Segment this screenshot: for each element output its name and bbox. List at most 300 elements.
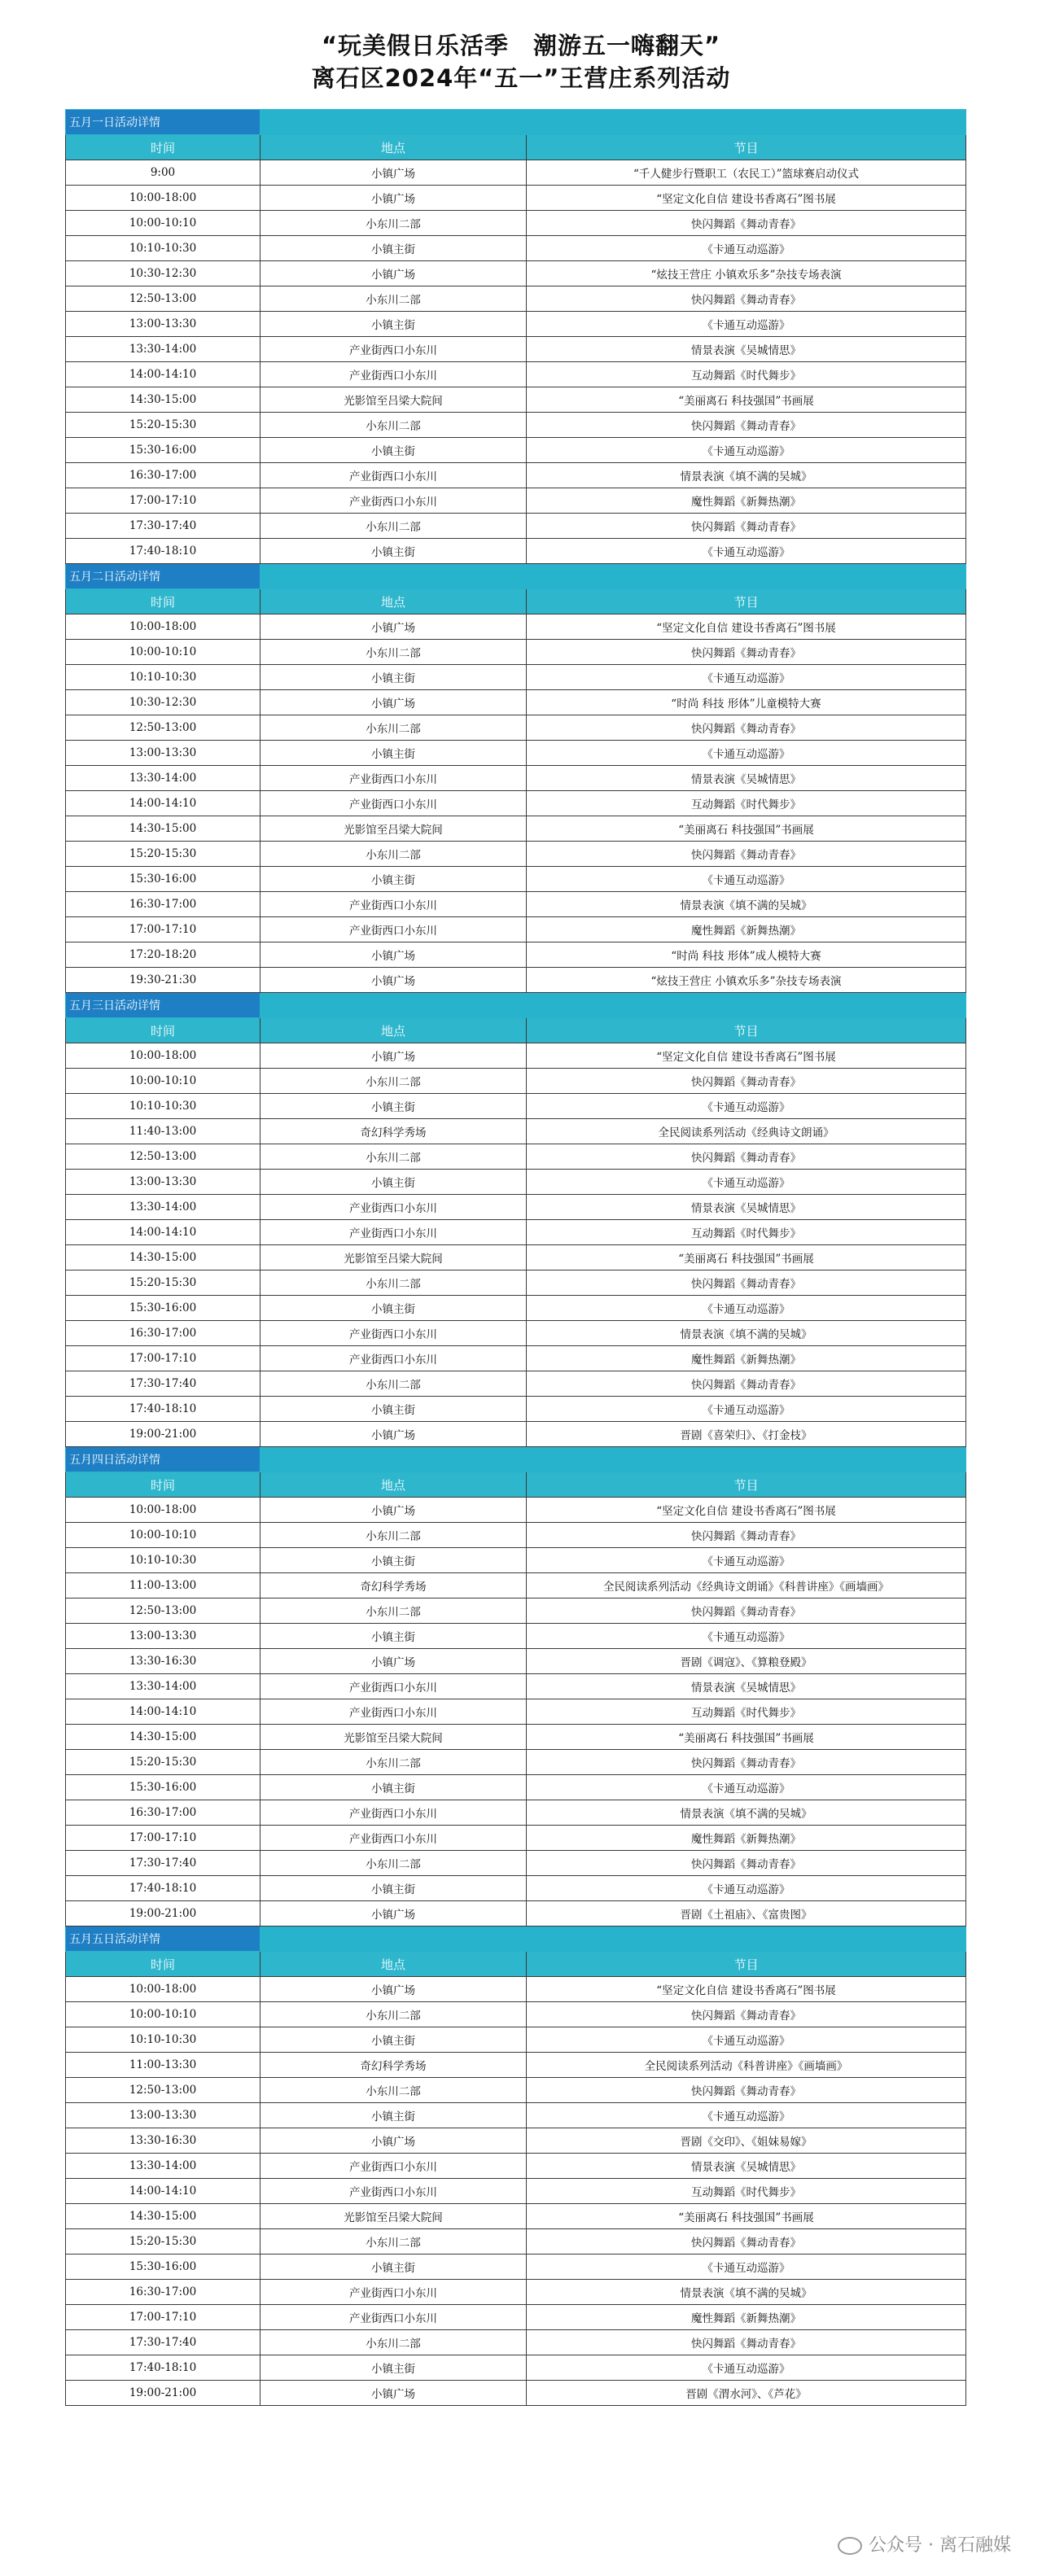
program-cell: “时尚 科技 形体”儿童模特大赛 xyxy=(527,690,966,715)
time-cell: 14:00-14:10 xyxy=(66,1699,260,1725)
table-row xyxy=(66,1699,966,1725)
table-row xyxy=(66,1901,966,1927)
table-row xyxy=(66,211,966,236)
program-cell: 快闪舞蹈《舞动青春》 xyxy=(527,842,966,867)
wechat-icon xyxy=(838,2537,862,2555)
time-cell: 10:10-10:30 xyxy=(66,1548,260,1573)
location-cell: 小东川二部 xyxy=(260,514,527,539)
time-cell: 15:30-16:00 xyxy=(66,1775,260,1800)
time-cell: 17:00-17:10 xyxy=(66,1826,260,1851)
location-cell: 小镇主街 xyxy=(260,2027,527,2053)
time-cell: 14:00-14:10 xyxy=(66,2179,260,2204)
table-row xyxy=(66,2128,966,2154)
time-cell: 10:00-18:00 xyxy=(66,186,260,211)
program-cell: 《卡通互动巡游》 xyxy=(527,867,966,892)
time-cell: 13:30-14:00 xyxy=(66,1195,260,1220)
time-cell: 10:10-10:30 xyxy=(66,2027,260,2053)
program-cell: 情景表演《填不满的吴城》 xyxy=(527,463,966,488)
program-cell: “千人健步行暨职工（农民工）”篮球赛启动仪式 xyxy=(527,160,966,186)
time-cell: 13:00-13:30 xyxy=(66,312,260,337)
day-bar-cell xyxy=(260,993,527,1018)
time-cell: 12:50-13:00 xyxy=(66,1599,260,1624)
table-row xyxy=(66,1775,966,1800)
time-cell: 9:00 xyxy=(66,160,260,186)
program-cell: 《卡通互动巡游》 xyxy=(527,1876,966,1901)
program-cell: 《卡通互动巡游》 xyxy=(527,1397,966,1422)
location-cell: 小东川二部 xyxy=(260,1851,527,1876)
table-row xyxy=(66,1296,966,1321)
location-cell: 小镇主街 xyxy=(260,665,527,690)
time-cell: 13:00-13:30 xyxy=(66,2103,260,2128)
location-cell: 小东川二部 xyxy=(260,413,527,438)
time-cell: 13:00-13:30 xyxy=(66,1624,260,1649)
location-cell: 小镇广场 xyxy=(260,942,527,968)
table-row xyxy=(66,438,966,463)
program-cell: 快闪舞蹈《舞动青春》 xyxy=(527,1851,966,1876)
day-section-header xyxy=(66,110,966,135)
program-cell: 快闪舞蹈《舞动青春》 xyxy=(527,1371,966,1397)
program-cell: 《卡通互动巡游》 xyxy=(527,1548,966,1573)
program-cell: 快闪舞蹈《舞动青春》 xyxy=(527,1069,966,1094)
location-cell: 小东川二部 xyxy=(260,715,527,741)
program-cell: “美丽离石 科技强国”书画展 xyxy=(527,1725,966,1750)
day-bar-cell xyxy=(527,1927,966,1952)
time-cell: 10:00-10:10 xyxy=(66,2002,260,2027)
location-cell: 小镇广场 xyxy=(260,2128,527,2154)
table-row xyxy=(66,816,966,842)
location-cell: 产业街西口小东川 xyxy=(260,337,527,362)
program-cell: 晋剧《调寇》、《算粮登殿》 xyxy=(527,1649,966,1674)
table-row xyxy=(66,1195,966,1220)
time-cell: 16:30-17:00 xyxy=(66,1321,260,1346)
location-cell: 小东川二部 xyxy=(260,2229,527,2255)
program-cell: “时尚 科技 形体”成人模特大赛 xyxy=(527,942,966,968)
time-cell: 12:50-13:00 xyxy=(66,1144,260,1170)
location-cell: 产业街西口小东川 xyxy=(260,2305,527,2330)
program-cell: 互动舞蹈《时代舞步》 xyxy=(527,1699,966,1725)
column-header-row xyxy=(66,1952,966,1977)
program-cell: 快闪舞蹈《舞动青春》 xyxy=(527,640,966,665)
table-row xyxy=(66,2330,966,2355)
column-header-program: 节目 xyxy=(527,1472,966,1498)
column-header-time: 时间 xyxy=(66,589,260,614)
location-cell: 小镇主街 xyxy=(260,312,527,337)
time-cell: 17:00-17:10 xyxy=(66,488,260,514)
location-cell: 产业街西口小东川 xyxy=(260,1195,527,1220)
location-cell: 产业街西口小东川 xyxy=(260,1800,527,1826)
table-row xyxy=(66,362,966,387)
column-header-location: 地点 xyxy=(260,1952,527,1977)
program-cell: 魔性舞蹈《新舞热潮》 xyxy=(527,2305,966,2330)
column-header-location: 地点 xyxy=(260,589,527,614)
table-row xyxy=(66,2103,966,2128)
time-cell: 10:00-10:10 xyxy=(66,211,260,236)
program-cell: 快闪舞蹈《舞动青春》 xyxy=(527,2229,966,2255)
time-cell: 16:30-17:00 xyxy=(66,2280,260,2305)
location-cell: 产业街西口小东川 xyxy=(260,1826,527,1851)
time-cell: 15:20-15:30 xyxy=(66,842,260,867)
column-header-row xyxy=(66,1018,966,1043)
day-bar-cell xyxy=(260,564,527,589)
program-cell: 晋剧《喜荣归》、《打金枝》 xyxy=(527,1422,966,1447)
column-header-time: 时间 xyxy=(66,1018,260,1043)
day-section-header xyxy=(66,1447,966,1472)
time-cell: 10:00-18:00 xyxy=(66,1043,260,1069)
day-bar-cell xyxy=(527,993,966,1018)
table-row xyxy=(66,1876,966,1901)
location-cell: 小东川二部 xyxy=(260,286,527,312)
program-cell: “坚定文化自信 建设书香离石”图书展 xyxy=(527,1977,966,2002)
table-row xyxy=(66,1371,966,1397)
location-cell: 奇幻科学秀场 xyxy=(260,1573,527,1599)
program-cell: 快闪舞蹈《舞动青春》 xyxy=(527,1271,966,1296)
program-cell: 情景表演《吴城情思》 xyxy=(527,2154,966,2179)
location-cell: 小镇主街 xyxy=(260,1397,527,1422)
location-cell: 小镇广场 xyxy=(260,160,527,186)
location-cell: 小镇广场 xyxy=(260,1977,527,2002)
time-cell: 19:30-21:30 xyxy=(66,968,260,993)
location-cell: 小镇广场 xyxy=(260,1901,527,1927)
table-row xyxy=(66,514,966,539)
table-row xyxy=(66,741,966,766)
location-cell: 小东川二部 xyxy=(260,1750,527,1775)
time-cell: 17:40-18:10 xyxy=(66,539,260,564)
program-cell: 《卡通互动巡游》 xyxy=(527,1775,966,1800)
location-cell: 小镇主街 xyxy=(260,1775,527,1800)
location-cell: 产业街西口小东川 xyxy=(260,766,527,791)
table-row xyxy=(66,1498,966,1523)
location-cell: 小镇广场 xyxy=(260,186,527,211)
location-cell: 小镇广场 xyxy=(260,261,527,286)
table-row xyxy=(66,614,966,640)
time-cell: 10:10-10:30 xyxy=(66,665,260,690)
program-cell: “坚定文化自信 建设书香离石”图书展 xyxy=(527,1043,966,1069)
program-cell: 快闪舞蹈《舞动青春》 xyxy=(527,1750,966,1775)
table-row xyxy=(66,2229,966,2255)
location-cell: 小镇广场 xyxy=(260,968,527,993)
location-cell: 小东川二部 xyxy=(260,1523,527,1548)
day-section-header xyxy=(66,993,966,1018)
program-cell: 情景表演《填不满的吴城》 xyxy=(527,1321,966,1346)
program-cell: 《卡通互动巡游》 xyxy=(527,312,966,337)
program-cell: “炫技王营庄 小镇欢乐多”杂技专场表演 xyxy=(527,261,966,286)
program-cell: 情景表演《填不满的吴城》 xyxy=(527,892,966,917)
table-row xyxy=(66,2381,966,2406)
location-cell: 小东川二部 xyxy=(260,640,527,665)
time-cell: 10:00-18:00 xyxy=(66,614,260,640)
location-cell: 小东川二部 xyxy=(260,1371,527,1397)
time-cell: 10:10-10:30 xyxy=(66,1094,260,1119)
table-row xyxy=(66,1094,966,1119)
table-row xyxy=(66,1548,966,1573)
program-cell: “坚定文化自信 建设书香离石”图书展 xyxy=(527,614,966,640)
table-row xyxy=(66,1321,966,1346)
time-cell: 10:00-10:10 xyxy=(66,1523,260,1548)
time-cell: 14:30-15:00 xyxy=(66,1245,260,1271)
time-cell: 13:30-16:30 xyxy=(66,1649,260,1674)
location-cell: 小镇广场 xyxy=(260,690,527,715)
column-header-time: 时间 xyxy=(66,1952,260,1977)
location-cell: 产业街西口小东川 xyxy=(260,892,527,917)
table-row xyxy=(66,539,966,564)
program-cell: 《卡通互动巡游》 xyxy=(527,665,966,690)
program-cell: 快闪舞蹈《舞动青春》 xyxy=(527,2330,966,2355)
column-header-row xyxy=(66,135,966,160)
program-cell: 《卡通互动巡游》 xyxy=(527,741,966,766)
time-cell: 14:00-14:10 xyxy=(66,791,260,816)
table-row xyxy=(66,1397,966,1422)
table-row xyxy=(66,1624,966,1649)
time-cell: 12:50-13:00 xyxy=(66,2078,260,2103)
program-cell: 情景表演《吴城情思》 xyxy=(527,1674,966,1699)
location-cell: 小东川二部 xyxy=(260,1599,527,1624)
program-cell: 情景表演《吴城情思》 xyxy=(527,337,966,362)
location-cell: 产业街西口小东川 xyxy=(260,362,527,387)
time-cell: 14:00-14:10 xyxy=(66,1220,260,1245)
location-cell: 光影馆至吕梁大院间 xyxy=(260,1725,527,1750)
location-cell: 小东川二部 xyxy=(260,1069,527,1094)
table-row xyxy=(66,488,966,514)
time-cell: 13:00-13:30 xyxy=(66,741,260,766)
table-row xyxy=(66,942,966,968)
watermark xyxy=(838,2531,1011,2556)
program-cell: 魔性舞蹈《新舞热潮》 xyxy=(527,1346,966,1371)
program-cell: 《卡通互动巡游》 xyxy=(527,2255,966,2280)
table-row xyxy=(66,413,966,438)
time-cell: 10:00-18:00 xyxy=(66,1498,260,1523)
program-cell: 快闪舞蹈《舞动青春》 xyxy=(527,1599,966,1624)
program-cell: 互动舞蹈《时代舞步》 xyxy=(527,362,966,387)
location-cell: 光影馆至吕梁大院间 xyxy=(260,1245,527,1271)
location-cell: 小镇主街 xyxy=(260,236,527,261)
time-cell: 17:00-17:10 xyxy=(66,917,260,942)
column-header-program: 节目 xyxy=(527,135,966,160)
time-cell: 15:30-16:00 xyxy=(66,867,260,892)
program-cell: “美丽离石 科技强国”书画展 xyxy=(527,816,966,842)
table-row xyxy=(66,665,966,690)
program-cell: 全民阅读系列活动《科普讲座》《画墙画》 xyxy=(527,2053,966,2078)
program-cell: 《卡通互动巡游》 xyxy=(527,2103,966,2128)
program-cell: 情景表演《填不满的吴城》 xyxy=(527,1800,966,1826)
table-row xyxy=(66,791,966,816)
program-cell: “美丽离石 科技强国”书画展 xyxy=(527,2204,966,2229)
location-cell: 小镇主街 xyxy=(260,1170,527,1195)
table-row xyxy=(66,2179,966,2204)
table-row xyxy=(66,2255,966,2280)
table-row xyxy=(66,1725,966,1750)
location-cell: 光影馆至吕梁大院间 xyxy=(260,816,527,842)
table-row xyxy=(66,1851,966,1876)
time-cell: 17:00-17:10 xyxy=(66,2305,260,2330)
time-cell: 19:00-21:00 xyxy=(66,1901,260,1927)
column-header-location: 地点 xyxy=(260,1472,527,1498)
location-cell: 小镇主街 xyxy=(260,1548,527,1573)
location-cell: 小镇主街 xyxy=(260,1296,527,1321)
table-row xyxy=(66,1271,966,1296)
day-bar-cell xyxy=(260,1447,527,1472)
time-cell: 11:00-13:30 xyxy=(66,2053,260,2078)
table-row xyxy=(66,387,966,413)
table-row xyxy=(66,1119,966,1144)
table-row xyxy=(66,160,966,186)
table-row xyxy=(66,1599,966,1624)
location-cell: 小镇广场 xyxy=(260,1649,527,1674)
time-cell: 13:30-16:30 xyxy=(66,2128,260,2154)
column-header-row xyxy=(66,589,966,614)
time-cell: 10:00-10:10 xyxy=(66,640,260,665)
location-cell: 产业街西口小东川 xyxy=(260,2280,527,2305)
table-row xyxy=(66,968,966,993)
table-row xyxy=(66,2078,966,2103)
location-cell: 产业街西口小东川 xyxy=(260,2154,527,2179)
location-cell: 小镇主街 xyxy=(260,1624,527,1649)
table-row xyxy=(66,312,966,337)
table-row xyxy=(66,261,966,286)
day-section-header xyxy=(66,1927,966,1952)
program-cell: 情景表演《吴城情思》 xyxy=(527,1195,966,1220)
location-cell: 小东川二部 xyxy=(260,1144,527,1170)
program-cell: 魔性舞蹈《新舞热潮》 xyxy=(527,1826,966,1851)
table-row xyxy=(66,2204,966,2229)
table-row xyxy=(66,2355,966,2381)
program-cell: 晋剧《渭水河》、《芦花》 xyxy=(527,2381,966,2406)
program-cell: 《卡通互动巡游》 xyxy=(527,539,966,564)
table-row xyxy=(66,867,966,892)
day-bar-cell xyxy=(527,564,966,589)
program-cell: 快闪舞蹈《舞动青春》 xyxy=(527,211,966,236)
location-cell: 小镇主街 xyxy=(260,867,527,892)
time-cell: 15:20-15:30 xyxy=(66,413,260,438)
program-cell: 快闪舞蹈《舞动青春》 xyxy=(527,715,966,741)
table-row xyxy=(66,2305,966,2330)
program-cell: 快闪舞蹈《舞动青春》 xyxy=(527,1144,966,1170)
column-header-time: 时间 xyxy=(66,1472,260,1498)
location-cell: 小镇主街 xyxy=(260,2103,527,2128)
program-cell: 《卡通互动巡游》 xyxy=(527,2027,966,2053)
location-cell: 产业街西口小东川 xyxy=(260,463,527,488)
table-row xyxy=(66,715,966,741)
time-cell: 14:00-14:10 xyxy=(66,362,260,387)
time-cell: 17:00-17:10 xyxy=(66,1346,260,1371)
time-cell: 13:30-14:00 xyxy=(66,2154,260,2179)
program-cell: “坚定文化自信 建设书香离石”图书展 xyxy=(527,186,966,211)
day-label: 五月四日活动详情 xyxy=(66,1447,260,1472)
location-cell: 产业街西口小东川 xyxy=(260,488,527,514)
time-cell: 17:30-17:40 xyxy=(66,514,260,539)
table-row xyxy=(66,1346,966,1371)
program-cell: 快闪舞蹈《舞动青春》 xyxy=(527,286,966,312)
location-cell: 产业街西口小东川 xyxy=(260,1220,527,1245)
time-cell: 10:00-10:10 xyxy=(66,1069,260,1094)
time-cell: 14:30-15:00 xyxy=(66,1725,260,1750)
time-cell: 11:40-13:00 xyxy=(66,1119,260,1144)
table-row xyxy=(66,2002,966,2027)
location-cell: 产业街西口小东川 xyxy=(260,2179,527,2204)
time-cell: 16:30-17:00 xyxy=(66,892,260,917)
time-cell: 13:30-14:00 xyxy=(66,1674,260,1699)
time-cell: 16:30-17:00 xyxy=(66,463,260,488)
location-cell: 小镇主街 xyxy=(260,741,527,766)
table-row xyxy=(66,463,966,488)
time-cell: 13:30-14:00 xyxy=(66,766,260,791)
location-cell: 产业街西口小东川 xyxy=(260,1346,527,1371)
program-cell: 魔性舞蹈《新舞热潮》 xyxy=(527,917,966,942)
time-cell: 17:30-17:40 xyxy=(66,1371,260,1397)
time-cell: 16:30-17:00 xyxy=(66,1800,260,1826)
program-cell: 《卡通互动巡游》 xyxy=(527,438,966,463)
location-cell: 小镇广场 xyxy=(260,1422,527,1447)
location-cell: 小东川二部 xyxy=(260,2330,527,2355)
table-row xyxy=(66,286,966,312)
day-bar-cell xyxy=(260,110,527,135)
day-label: 五月一日活动详情 xyxy=(66,110,260,135)
table-row xyxy=(66,690,966,715)
time-cell: 17:40-18:10 xyxy=(66,1397,260,1422)
table-row xyxy=(66,1422,966,1447)
table-row xyxy=(66,1069,966,1094)
time-cell: 10:30-12:30 xyxy=(66,261,260,286)
location-cell: 小东川二部 xyxy=(260,2002,527,2027)
day-label: 五月二日活动详情 xyxy=(66,564,260,589)
day-bar-cell xyxy=(527,1447,966,1472)
schedule-table xyxy=(65,109,966,2406)
time-cell: 19:00-21:00 xyxy=(66,2381,260,2406)
location-cell: 小东川二部 xyxy=(260,2078,527,2103)
program-cell: “炫技王营庄 小镇欢乐多”杂技专场表演 xyxy=(527,968,966,993)
table-row xyxy=(66,236,966,261)
program-cell: 全民阅读系列活动《经典诗文朗诵》 xyxy=(527,1119,966,1144)
program-cell: 《卡通互动巡游》 xyxy=(527,1624,966,1649)
location-cell: 小镇广场 xyxy=(260,614,527,640)
time-cell: 15:20-15:30 xyxy=(66,2229,260,2255)
time-cell: 17:20-18:20 xyxy=(66,942,260,968)
table-row xyxy=(66,842,966,867)
location-cell: 产业街西口小东川 xyxy=(260,1674,527,1699)
time-cell: 13:00-13:30 xyxy=(66,1170,260,1195)
program-cell: 《卡通互动巡游》 xyxy=(527,1094,966,1119)
program-cell: 全民阅读系列活动《经典诗文朗诵》《科普讲座》《画墙画》 xyxy=(527,1573,966,1599)
table-row xyxy=(66,1144,966,1170)
table-row xyxy=(66,2280,966,2305)
table-row xyxy=(66,1220,966,1245)
time-cell: 13:30-14:00 xyxy=(66,337,260,362)
table-row xyxy=(66,2154,966,2179)
table-row xyxy=(66,1245,966,1271)
time-cell: 11:00-13:00 xyxy=(66,1573,260,1599)
time-cell: 14:30-15:00 xyxy=(66,387,260,413)
column-header-program: 节目 xyxy=(527,1952,966,1977)
watermark-text: 公众号 · 离石融媒 xyxy=(869,2535,1011,2556)
table-row xyxy=(66,1573,966,1599)
table-row xyxy=(66,1750,966,1775)
location-cell: 产业街西口小东川 xyxy=(260,1321,527,1346)
program-cell: 《卡通互动巡游》 xyxy=(527,2355,966,2381)
location-cell: 光影馆至吕梁大院间 xyxy=(260,2204,527,2229)
location-cell: 小东川二部 xyxy=(260,1271,527,1296)
page-title: “玩美假日乐活季 潮游五一嗨翻天” xyxy=(321,32,721,59)
time-cell: 12:50-13:00 xyxy=(66,286,260,312)
location-cell: 小镇广场 xyxy=(260,1043,527,1069)
program-cell: 快闪舞蹈《舞动青春》 xyxy=(527,413,966,438)
program-cell: 《卡通互动巡游》 xyxy=(527,236,966,261)
time-cell: 19:00-21:00 xyxy=(66,1422,260,1447)
location-cell: 产业街西口小东川 xyxy=(260,917,527,942)
location-cell: 小镇主街 xyxy=(260,1876,527,1901)
time-cell: 15:20-15:30 xyxy=(66,1750,260,1775)
program-cell: 快闪舞蹈《舞动青春》 xyxy=(527,2002,966,2027)
table-row xyxy=(66,766,966,791)
location-cell: 奇幻科学秀场 xyxy=(260,1119,527,1144)
